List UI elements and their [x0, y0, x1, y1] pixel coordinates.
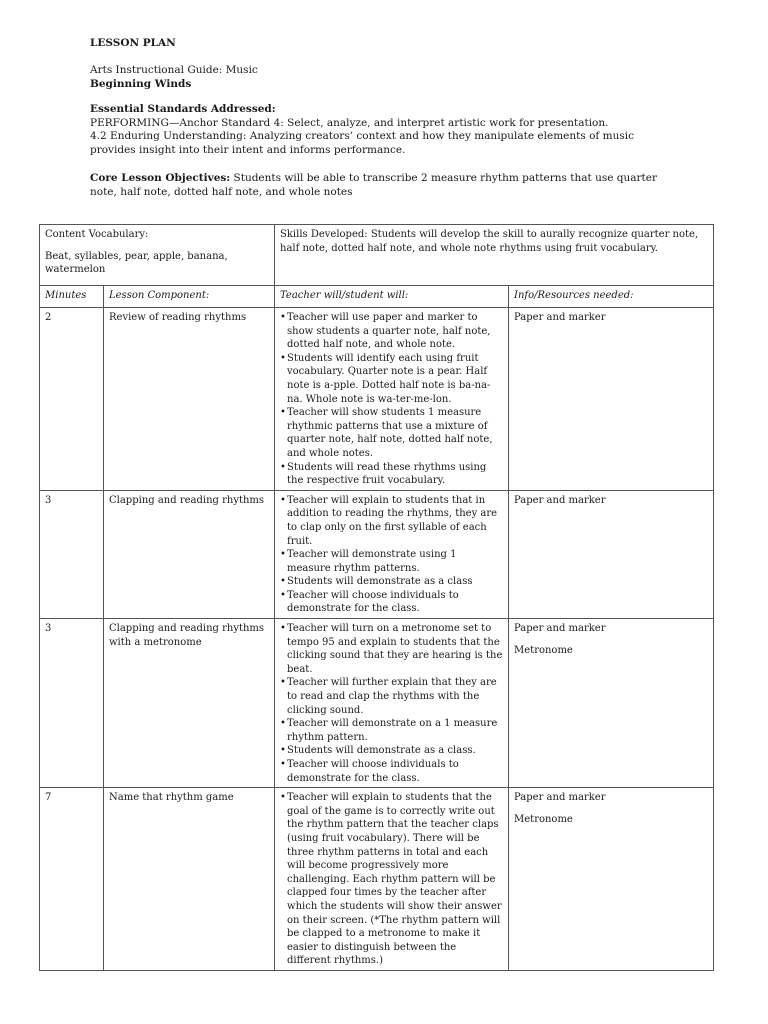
- standard-understanding: 4.2 Enduring Understanding: Analyzing creators’ context and how they manipulate elements of music provides insight into their intent and informs performance.: [90, 130, 634, 156]
- component-cell: Clapping and reading rhythms with a metronome: [104, 619, 275, 788]
- step-item: • Students will identify each using fruit vocabulary. Quarter note is a pear. Half note is a-pple. Dotted half note is ba-na-na. Whole note is wa-ter-me-lon.: [280, 352, 503, 406]
- skills-cell: Skills Developed: Students will develop the skill to aurally recognize quarter note, half note, dotted half note, and whole note rhythms using fruit vocabulary.: [275, 225, 714, 286]
- resource-item: Paper and marker: [514, 312, 606, 323]
- step-item: • Teacher will demonstrate on a 1 measure rhythm pattern.: [280, 717, 503, 744]
- step-item: • Teacher will turn on a metronome set to tempo 95 and explain to students that the clicking sound that they are hearing is the beat.: [280, 622, 503, 676]
- steps-cell: [275, 788, 509, 971]
- minutes-cell: 3: [40, 619, 104, 788]
- component-cell: Clapping and reading rhythms: [104, 490, 275, 618]
- objectives-block: [90, 172, 680, 199]
- resources-cell: [509, 788, 714, 971]
- header-minutes: Minutes: [40, 286, 104, 308]
- vocab-cell: [40, 225, 275, 286]
- minutes-cell: 2: [40, 308, 104, 491]
- resource-item: Metronome: [514, 813, 573, 825]
- table-row-vocab: [40, 225, 714, 286]
- step-item: • Teacher will choose individuals to demonstrate for the class.: [280, 758, 503, 785]
- objectives-label: Core Lesson Objectives:: [90, 172, 231, 184]
- step-item: • Teacher will further explain that they are to read and clap the rhythms with the clicking sound.: [280, 676, 503, 717]
- minutes-cell: 7: [40, 788, 104, 971]
- standard-anchor: PERFORMING—Anchor Standard 4: Select, analyze, and interpret artistic work for presentation.: [90, 116, 609, 129]
- guide-block: [90, 64, 710, 91]
- step-item: • Teacher will use paper and marker to show students a quarter note, half note, dotted half note, and whole note.: [280, 311, 503, 352]
- step-item: • Students will demonstrate as a class: [280, 575, 503, 589]
- table-row: [40, 308, 714, 491]
- resources-cell: [509, 490, 714, 618]
- header-teacher-student: Teacher will/student will:: [275, 286, 509, 308]
- lesson-table: [39, 224, 714, 971]
- vocab-list: Beat, syllables, pear, apple, banana, watermelon: [45, 250, 228, 276]
- minutes-cell: 3: [40, 490, 104, 618]
- table-header-row: [40, 286, 714, 308]
- resources-cell: [509, 308, 714, 491]
- resource-item: Paper and marker: [514, 623, 606, 635]
- steps-cell: [275, 619, 509, 788]
- step-item: • Teacher will explain to students that in addition to reading the rhythms, they are to clap only on the first syllable of each fruit.: [280, 494, 503, 548]
- header-component: Lesson Component:: [104, 286, 275, 308]
- steps-cell: [275, 490, 509, 618]
- step-item: • Teacher will explain to students that the goal of the game is to correctly write out the rhythm pattern that the teacher claps (using fruit vocabulary). There will be three rhythm patterns in total and each will become progressively more challenging. Each rhythm pattern will be clapped four times by the teacher after which the students will show their answer on their screen. (*The rhythm pattern will be clapped to a metronome to make it easier to distinguish between the different rhythms.): [280, 791, 503, 968]
- step-item: • Students will read these rhythms using the respective fruit vocabulary.: [280, 461, 503, 488]
- steps-cell: [275, 308, 509, 491]
- table-row: [40, 490, 714, 618]
- step-item: • Students will demonstrate as a class.: [280, 744, 503, 758]
- standards-heading: Essential Standards Addressed:: [90, 103, 276, 115]
- header-resources: Info/Resources needed:: [509, 286, 714, 308]
- table-row: [40, 788, 714, 971]
- doc-title: LESSON PLAN: [90, 37, 176, 49]
- resource-item: Metronome: [514, 644, 573, 656]
- standards-block: [90, 103, 710, 157]
- resource-item: Paper and marker: [514, 494, 606, 506]
- step-item: • Teacher will demonstrate using 1 measure rhythm patterns.: [280, 548, 503, 575]
- step-item: • Teacher will show students 1 measure rhythmic patterns that use a mixture of quarter note, half note, dotted half note, and whole notes.: [280, 406, 503, 460]
- resource-item: Paper and marker: [514, 792, 606, 804]
- step-item: • Teacher will choose individuals to demonstrate for the class.: [280, 589, 503, 616]
- component-cell: Review of reading rhythms: [104, 308, 275, 491]
- component-cell: Name that rhythm game: [104, 788, 275, 971]
- guide-line: Arts Instructional Guide: Music: [90, 64, 258, 76]
- table-row: [40, 619, 714, 788]
- objectives-text: Students will be able to transcribe 2 measure rhythm patterns that use quarter note, half note, dotted half note, and whole notes: [90, 172, 657, 198]
- resources-cell: [509, 619, 714, 788]
- vocab-label: Content Vocabulary:: [45, 229, 149, 240]
- course-line: Beginning Winds: [90, 77, 192, 90]
